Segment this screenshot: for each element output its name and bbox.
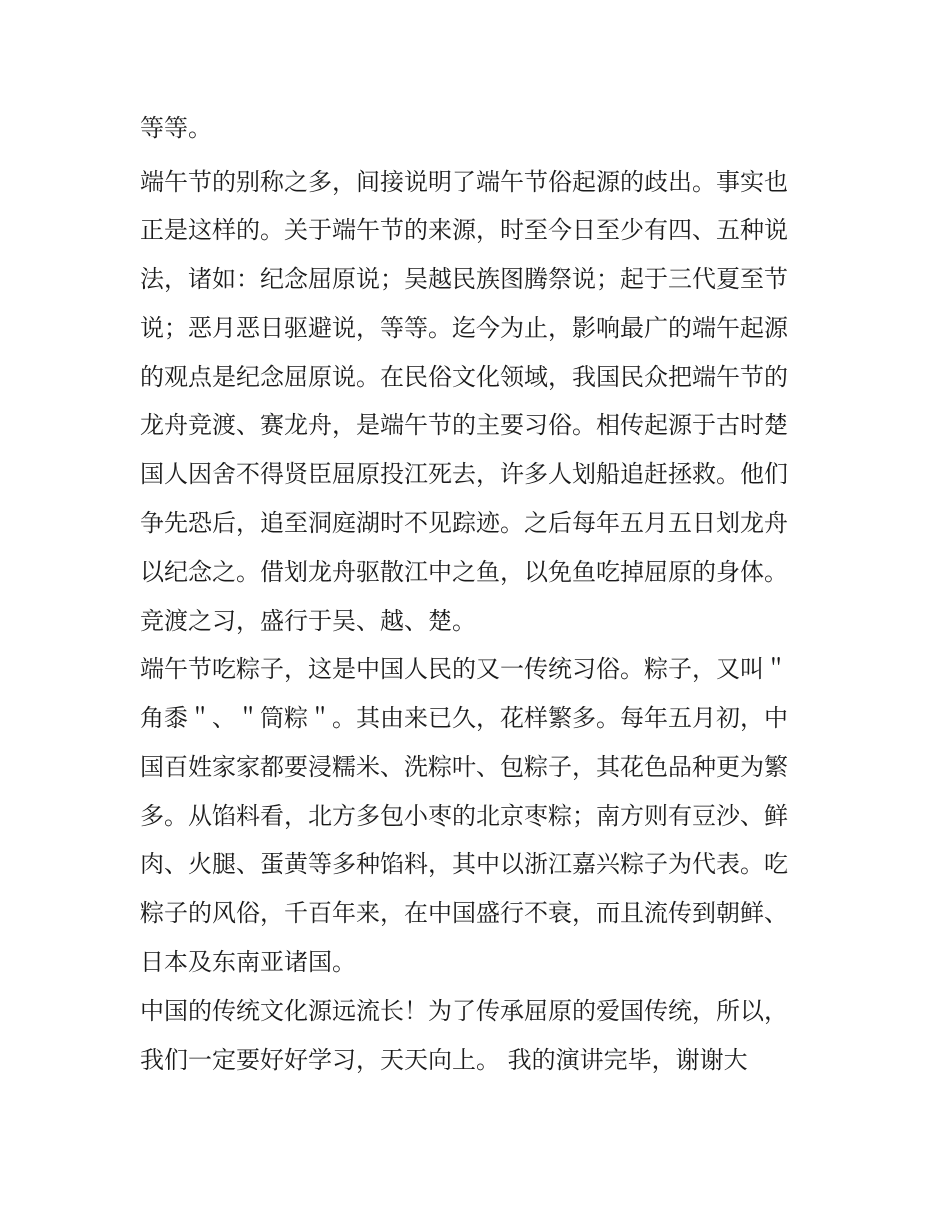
text-line: 等等。: [140, 114, 212, 142]
text-line: 我们一定要好好学习，天天向上。 我的演讲完毕，谢谢大: [140, 1046, 748, 1074]
text-line: 多。从馅料看，北方多包小枣的北京枣粽；南方则有豆沙、鲜: [140, 802, 788, 830]
text-line: 说；恶月恶日驱避说，等等。迄今为止，影响最广的端午起源: [140, 314, 788, 342]
text-line: 争先恐后，追至洞庭湖时不见踪迹。之后每年五月五日划龙舟: [140, 509, 788, 537]
text-line: 角黍＂、＂筒粽＂。其由来已久，花样繁多。每年五月初，中: [140, 704, 788, 732]
text-line: 粽子的风俗，千百年来，在中国盛行不衰，而且流传到朝鲜、: [140, 899, 788, 927]
text-line: 竞渡之习，盛行于吴、越、楚。: [140, 607, 476, 635]
text-line: 中国的传统文化源远流长！为了传承屈原的爱国传统，所以，: [140, 997, 788, 1025]
text-line: 正是这样的。关于端午节的来源，时至今日至少有四、五种说: [140, 216, 788, 244]
text-line: 龙舟竞渡、赛龙舟，是端午节的主要习俗。相传起源于古时楚: [140, 411, 788, 439]
text-line: 国百姓家家都要浸糯米、洗粽叶、包粽子，其花色品种更为繁: [140, 753, 788, 781]
text-line: 日本及东南亚诸国。: [140, 948, 356, 976]
text-line: 端午节的别称之多，间接说明了端午节俗起源的歧出。事实也: [140, 168, 788, 196]
text-line: 肉、火腿、蛋黄等多种馅料，其中以浙江嘉兴粽子为代表。吃: [140, 850, 788, 878]
text-line: 国人因舍不得贤臣屈原投江死去，许多人划船追赶拯救。他们: [140, 460, 788, 488]
text-line: 以纪念之。借划龙舟驱散江中之鱼，以免鱼吃掉屈原的身体。: [140, 558, 788, 586]
text-line: 法，诸如：纪念屈原说；吴越民族图腾祭说；起于三代夏至节: [140, 265, 788, 293]
text-line: 的观点是纪念屈原说。在民俗文化领域，我国民众把端午节的: [140, 363, 788, 391]
text-line: 端午节吃粽子，这是中国人民的又一传统习俗。粽子，又叫＂: [140, 655, 788, 683]
